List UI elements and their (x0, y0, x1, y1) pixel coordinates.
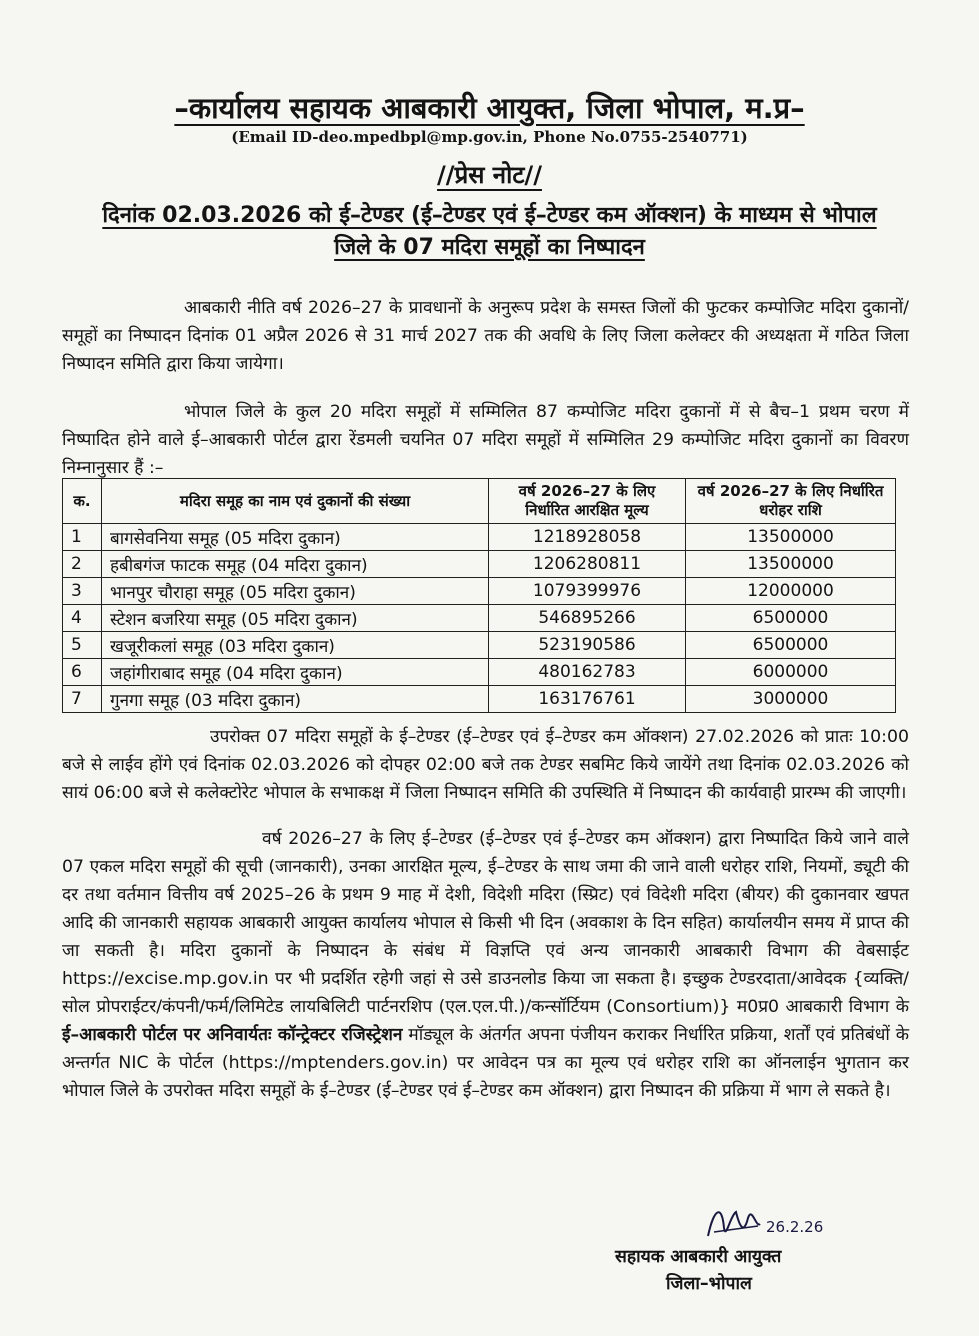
header-deposit: वर्ष 2026–27 के लिए निर्धारित धरोहर राशि (686, 479, 896, 524)
press-note-heading: //प्रेस नोट// (437, 161, 542, 189)
header-group-name: मदिरा समूह का नाम एवं दुकानों की संख्या (102, 479, 489, 524)
cell-serial: 4 (63, 605, 102, 632)
cell-serial: 3 (63, 578, 102, 605)
para4-text-1: वर्ष 2026–27 के लिए ई–टेण्डर (ई–टेण्डर एवं ई–टेण्डर कम ऑक्शन) द्वारा निष्पादित किये जाने वाले 07 एकल मदिरा समूहों की सूची (जानकारी), उनका आरक्षित मूल्य, ई–टेण्डर के साथ जमा की जाने वाली धरोहर राशि, नियमों, ड्यूटी की दर तथा वर्तमान वित्तीय वर्ष 2025–26 के प्रथम 9 माह में देशी, विदेशी मदिरा (स्प्रिट) एवं विदेशी मदिरा (बीयर) की दुकानवार खपत आदि की जानकारी सहायक आबकारी आयुक्त कार्यालय भोपाल से किसी भी दिन (अवकाश के दिन सहित) कार्यालयीन समय में प्राप्त की जा सकती है। मदिरा दुकानों के निष्पादन के संबंध में विज्ञप्ति एवं अन्य जानकारी आबकारी विभाग की वेबसाईट https://excise.mp.gov.in पर भी प्रदर्शित रहेगी जहां से उसे डाउनलोड किया जा सकता है। इच्छुक टेण्डरदाता/आवेदक {व्यक्ति/सोल प्रोपराईटर/कंपनी/फर्म/लिमिटेड लायबिलिटी पार्टनरशिप (एल.एल.पी.)/कन्सॉर्टियम (Consortium)} म0प्र0 आबकारी विभाग के (62, 829, 909, 1017)
cell-deposit: 6500000 (686, 605, 896, 632)
paragraph-tender-details (62, 825, 909, 1105)
cell-reserve-price: 523190586 (489, 632, 686, 659)
cell-group-name: भानपुर चौराहा समूह (05 मदिरा दुकान) (102, 578, 489, 605)
cell-reserve-price: 546895266 (489, 605, 686, 632)
cell-reserve-price: 480162783 (489, 659, 686, 686)
cell-group-name: खजूरीकलां समूह (03 मदिरा दुकान) (102, 632, 489, 659)
contact-line: (Email ID-deo.mpedbpl@mp.gov.in, Phone No.0755-2540771) (231, 128, 748, 146)
cell-reserve-price: 1218928058 (489, 524, 686, 551)
table-row (63, 686, 896, 713)
cell-group-name: बागसेवनिया समूह (05 मदिरा दुकान) (102, 524, 489, 551)
cell-deposit: 13500000 (686, 524, 896, 551)
paragraph-tender-schedule: उपरोक्त 07 मदिरा समूहों के ई–टेण्डर (ई–टेण्डर एवं ई–टेण्डर कम ऑक्शन) 27.02.2026 को प्रातः 10:00 बजे से लाईव होंगे एवं दिनांक 02.03.2026 को दोपहर 02:00 बजे तक टेण्डर सबमिट किये जायेंगे तथा दिनांक 02.03.2026 को सायं 06:00 बजे से कलेक्टोरेट भोपाल के सभाकक्ष में जिला निष्पादन समिति की उपस्थिति में निष्पादन की कार्यवाही प्रारम्भ की जाएगी। (62, 727, 909, 803)
cell-deposit: 3000000 (686, 686, 896, 713)
signature-date: 26.2.26 (766, 1218, 824, 1236)
header-reserve-price: वर्ष 2026–27 के लिए निर्धारित आरक्षित मूल्य (489, 479, 686, 524)
table-row (63, 551, 896, 578)
table-row (63, 578, 896, 605)
cell-group-name: गुनगा समूह (03 मदिरा दुकान) (102, 686, 489, 713)
signatory-title: सहायक आबकारी आयुक्त (615, 1247, 782, 1267)
para4-bold-text: ई–आबकारी पोर्टल पर अनिवार्यतः कॉन्ट्रेक्टर रजिस्ट्रेशन (62, 1025, 403, 1045)
headline: दिनांक 02.03.2026 को ई–टेण्डर (ई–टेण्डर एवं ई–टेण्डर कम ऑक्शन) के माध्यम से भोपाल जिले के 07 मदिरा समूहों का निष्पादन (102, 203, 877, 260)
cell-deposit: 12000000 (686, 578, 896, 605)
cell-serial: 1 (63, 524, 102, 551)
header-serial: क. (63, 479, 102, 524)
cell-reserve-price: 1206280811 (489, 551, 686, 578)
cell-group-name: स्टेशन बजरिया समूह (05 मदिरा दुकान) (102, 605, 489, 632)
cell-serial: 5 (63, 632, 102, 659)
cell-reserve-price: 1079399976 (489, 578, 686, 605)
cell-deposit: 6500000 (686, 632, 896, 659)
table-row (63, 605, 896, 632)
cell-group-name: जहांगीराबाद समूह (04 मदिरा दुकान) (102, 659, 489, 686)
cell-deposit: 6000000 (686, 659, 896, 686)
cell-serial: 2 (63, 551, 102, 578)
paragraph-groups-intro: भोपाल जिले के कुल 20 मदिरा समूहों में सम्मिलित 87 कम्पोजिट मदिरा दुकानों में से बैच–1 प्रथम चरण में निष्पादित होने वाले ई–आबकारी पोर्टल द्वारा रेंडमली चयनित 07 मदिरा समूहों में सम्मिलित 29 कम्पोजिट मदिरा दुकानों का विवरण निम्नानुसार हैं :– (62, 402, 909, 478)
handwritten-signature (700, 1198, 830, 1246)
liquor-groups-table (62, 478, 896, 713)
cell-reserve-price: 163176761 (489, 686, 686, 713)
table-row (63, 632, 896, 659)
table-row (63, 659, 896, 686)
para4-text-2: मॉड्यूल के अंतर्गत अपना पंजीयन कराकर निर्धारित प्रक्रिया, शर्तों एवं प्रतिबंधों के अन्तर्गत NIC के पोर्टल (https://mptenders.gov.in) पर आवेदन पत्र का मूल्य एवं धरोहर राशि का ऑनलाईन भुगतान कर भोपाल जिले के उपरोक्त मदिरा समूहों के ई–टेण्डर (ई–टेण्डर एवं ई–टेण्डर कम ऑक्शन) द्वारा निष्पादन की प्रक्रिया में भाग ले सकते है। (62, 1025, 909, 1101)
cell-group-name: हबीबगंज फाटक समूह (04 मदिरा दुकान) (102, 551, 489, 578)
paragraph-policy: आबकारी नीति वर्ष 2026–27 के प्रावधानों के अनुरूप प्रदेश के समस्त जिलों की फुटकर कम्पोजिट मदिरा दुकानों/समूहों का निष्पादन दिनांक 01 अप्रैल 2026 से 31 मार्च 2027 तक की अवधि के लिए जिला कलेक्टर की अध्यक्षता में गठित जिला निष्पादन समिति द्वारा किया जायेगा। (62, 298, 909, 374)
signatory-district: जिला–भोपाल (666, 1274, 752, 1294)
cell-serial: 6 (63, 659, 102, 686)
table-row (63, 524, 896, 551)
cell-serial: 7 (63, 686, 102, 713)
table-header-row (63, 479, 896, 524)
office-title: –कार्यालय सहायक आबकारी आयुक्त, जिला भोपाल, म.प्र– (174, 91, 805, 125)
cell-deposit: 13500000 (686, 551, 896, 578)
